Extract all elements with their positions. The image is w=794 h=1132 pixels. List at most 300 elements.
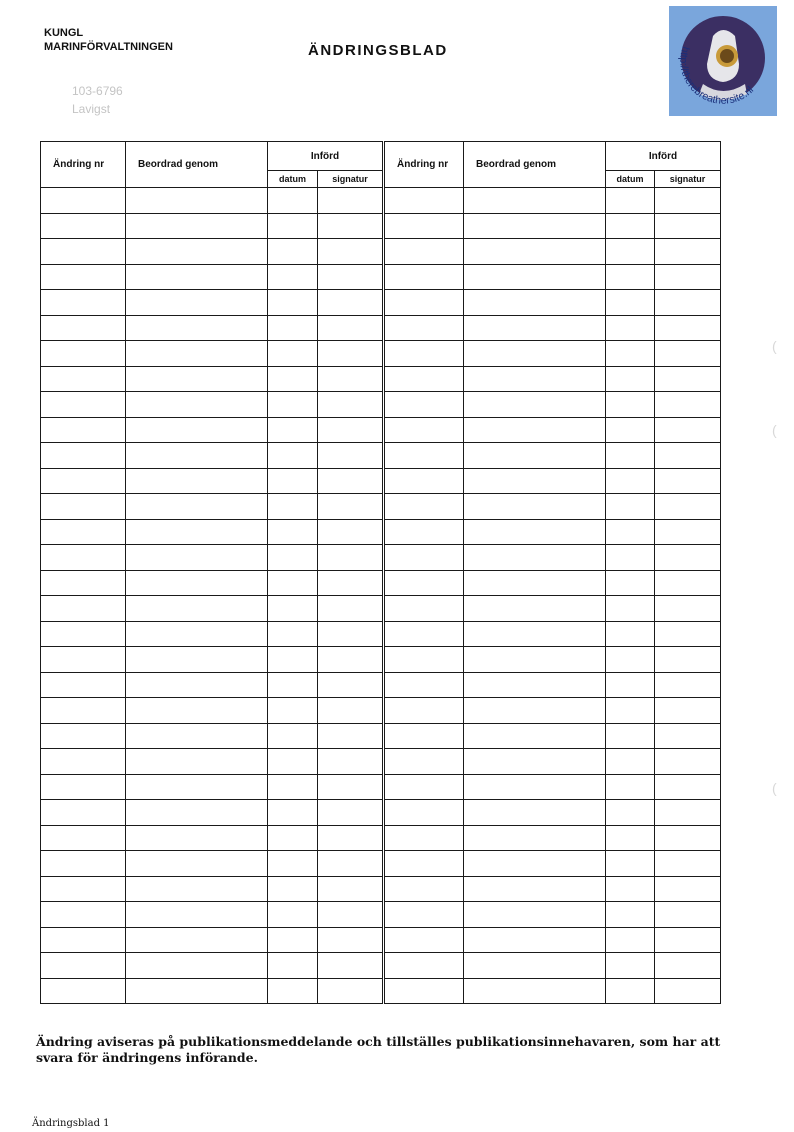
table-row [385,341,721,367]
andring-nr-cell[interactable] [41,570,126,596]
beordrad-genom-cell[interactable] [126,978,268,1004]
beordrad-genom-cell[interactable] [464,545,606,571]
datum-cell[interactable] [268,698,318,724]
andring-nr-cell[interactable] [41,851,126,877]
table-row [41,545,383,571]
signatur-cell[interactable] [655,392,721,418]
signatur-cell[interactable] [655,698,721,724]
signatur-cell[interactable] [655,341,721,367]
datum-cell[interactable] [268,723,318,749]
signatur-cell[interactable] [655,927,721,953]
beordrad-genom-cell[interactable] [464,800,606,826]
datum-cell[interactable] [268,188,318,214]
signatur-cell[interactable] [318,647,383,673]
beordrad-genom-cell[interactable] [126,621,268,647]
datum-cell[interactable] [268,672,318,698]
datum-cell[interactable] [606,519,655,545]
signatur-cell[interactable] [318,494,383,520]
beordrad-genom-cell[interactable] [126,953,268,979]
andring-nr-cell[interactable] [41,315,126,341]
andring-nr-cell[interactable] [41,672,126,698]
andring-nr-cell[interactable] [41,978,126,1004]
table-row [41,239,383,265]
beordrad-genom-cell[interactable] [126,290,268,316]
andring-nr-cell[interactable] [385,672,464,698]
datum-cell[interactable] [606,188,655,214]
signatur-cell[interactable] [318,978,383,1004]
table-row [385,672,721,698]
beordrad-genom-cell[interactable] [464,239,606,265]
andring-nr-cell[interactable] [385,443,464,469]
datum-cell[interactable] [268,749,318,775]
andring-nr-cell[interactable] [385,213,464,239]
datum-cell[interactable] [606,417,655,443]
table-row [385,392,721,418]
andring-nr-cell[interactable] [385,621,464,647]
beordrad-genom-cell[interactable] [464,825,606,851]
signatur-cell[interactable] [318,239,383,265]
andring-nr-cell[interactable] [41,545,126,571]
andring-nr-cell[interactable] [385,927,464,953]
signatur-cell[interactable] [318,825,383,851]
table-row [41,774,383,800]
andring-nr-cell[interactable] [41,264,126,290]
beordrad-genom-cell[interactable] [126,315,268,341]
datum-cell[interactable] [606,621,655,647]
andring-nr-cell[interactable] [41,723,126,749]
datum-cell[interactable] [268,978,318,1004]
datum-cell[interactable] [606,213,655,239]
signatur-cell[interactable] [318,545,383,571]
beordrad-genom-cell[interactable] [464,774,606,800]
datum-cell[interactable] [268,264,318,290]
andring-nr-cell[interactable] [41,927,126,953]
faded-stamp [72,82,123,118]
beordrad-genom-cell[interactable] [464,902,606,928]
datum-cell[interactable] [268,647,318,673]
andring-nr-cell[interactable] [41,698,126,724]
andring-nr-cell[interactable] [385,800,464,826]
datum-cell[interactable] [606,315,655,341]
beordrad-genom-cell[interactable] [126,341,268,367]
signatur-cell[interactable] [318,621,383,647]
andring-nr-cell[interactable] [41,290,126,316]
datum-cell[interactable] [268,876,318,902]
signatur-cell[interactable] [655,417,721,443]
andring-nr-cell[interactable] [385,902,464,928]
andring-nr-cell[interactable] [385,494,464,520]
table-row [41,264,383,290]
datum-cell[interactable] [268,927,318,953]
datum-cell[interactable] [268,902,318,928]
andring-nr-cell[interactable] [41,239,126,265]
signatur-cell[interactable] [318,468,383,494]
datum-cell[interactable] [268,213,318,239]
andring-nr-cell[interactable] [385,417,464,443]
datum-cell[interactable] [268,366,318,392]
beordrad-genom-cell[interactable] [464,213,606,239]
table-row [41,443,383,469]
signatur-cell[interactable] [318,443,383,469]
signatur-cell[interactable] [318,927,383,953]
andring-nr-cell[interactable] [385,341,464,367]
signatur-cell[interactable] [318,876,383,902]
signatur-cell[interactable] [655,953,721,979]
andring-nr-cell[interactable] [385,647,464,673]
datum-cell[interactable] [268,417,318,443]
signatur-cell[interactable] [655,366,721,392]
beordrad-genom-cell[interactable] [464,392,606,418]
andring-nr-cell[interactable] [41,188,126,214]
datum-cell[interactable] [268,443,318,469]
datum-cell[interactable] [268,800,318,826]
andring-nr-cell[interactable] [41,468,126,494]
table-row [41,825,383,851]
beordrad-genom-cell[interactable] [126,239,268,265]
beordrad-genom-cell[interactable] [464,315,606,341]
beordrad-genom-cell[interactable] [126,392,268,418]
signatur-cell[interactable] [318,264,383,290]
beordrad-genom-cell[interactable] [464,366,606,392]
beordrad-genom-cell[interactable] [126,417,268,443]
table-row [41,519,383,545]
andring-nr-cell[interactable] [385,315,464,341]
beordrad-genom-cell[interactable] [126,800,268,826]
andring-nr-cell[interactable] [385,876,464,902]
signatur-cell[interactable] [655,188,721,214]
datum-cell[interactable] [268,290,318,316]
table-row [41,800,383,826]
signatur-cell[interactable] [655,621,721,647]
datum-cell[interactable] [606,545,655,571]
beordrad-genom-cell[interactable] [464,953,606,979]
beordrad-genom-cell[interactable] [464,927,606,953]
andring-nr-cell[interactable] [385,188,464,214]
datum-cell[interactable] [606,749,655,775]
datum-cell[interactable] [606,698,655,724]
andring-nr-cell[interactable] [385,570,464,596]
datum-cell[interactable] [606,341,655,367]
datum-cell[interactable] [268,851,318,877]
datum-cell[interactable] [268,545,318,571]
beordrad-genom-cell[interactable] [464,851,606,877]
signatur-cell[interactable] [318,902,383,928]
table-row [41,621,383,647]
datum-cell[interactable] [268,570,318,596]
andring-nr-cell[interactable] [385,596,464,622]
andring-nr-cell[interactable] [41,519,126,545]
beordrad-genom-cell[interactable] [126,264,268,290]
col-beordrad-genom: Beordrad genom [464,142,606,188]
signatur-cell[interactable] [655,596,721,622]
punch-hole-mark: ( [772,780,777,796]
beordrad-genom-cell[interactable] [464,698,606,724]
beordrad-genom-cell[interactable] [126,366,268,392]
datum-cell[interactable] [606,902,655,928]
signatur-cell[interactable] [318,366,383,392]
datum-cell[interactable] [606,927,655,953]
col-inford: Införd [606,142,721,171]
datum-cell[interactable] [268,596,318,622]
table-row [385,519,721,545]
beordrad-genom-cell[interactable] [464,978,606,1004]
beordrad-genom-cell[interactable] [126,468,268,494]
beordrad-genom-cell[interactable] [126,647,268,673]
beordrad-genom-cell[interactable] [464,570,606,596]
beordrad-genom-cell[interactable] [464,876,606,902]
andring-nr-cell[interactable] [385,978,464,1004]
datum-cell[interactable] [606,264,655,290]
punch-hole-mark: ( [772,338,777,354]
signatur-cell[interactable] [655,723,721,749]
andring-nr-cell[interactable] [385,698,464,724]
datum-cell[interactable] [268,341,318,367]
datum-cell[interactable] [606,366,655,392]
signatur-cell[interactable] [655,468,721,494]
changes-table-right [384,141,721,1004]
signatur-cell[interactable] [318,213,383,239]
datum-cell[interactable] [268,519,318,545]
beordrad-genom-cell[interactable] [126,723,268,749]
beordrad-genom-cell[interactable] [126,774,268,800]
signatur-cell[interactable] [655,902,721,928]
datum-cell[interactable] [606,647,655,673]
datum-cell[interactable] [606,774,655,800]
beordrad-genom-cell[interactable] [126,672,268,698]
datum-cell[interactable] [606,953,655,979]
table-row [385,876,721,902]
datum-cell[interactable] [606,876,655,902]
beordrad-genom-cell[interactable] [126,519,268,545]
table-row [41,213,383,239]
signatur-cell[interactable] [655,545,721,571]
beordrad-genom-cell[interactable] [464,672,606,698]
datum-cell[interactable] [268,315,318,341]
datum-cell[interactable] [606,596,655,622]
table-row [41,978,383,1004]
signatur-cell[interactable] [318,341,383,367]
andring-nr-cell[interactable] [41,621,126,647]
col-inford: Införd [268,142,383,171]
beordrad-genom-cell[interactable] [464,417,606,443]
beordrad-genom-cell[interactable] [126,188,268,214]
signatur-cell[interactable] [655,800,721,826]
signatur-cell[interactable] [655,774,721,800]
signatur-cell[interactable] [318,570,383,596]
col-datum: datum [606,171,655,188]
andring-nr-cell[interactable] [41,647,126,673]
signatur-cell[interactable] [655,213,721,239]
andring-nr-cell[interactable] [41,417,126,443]
datum-cell[interactable] [606,290,655,316]
andring-nr-cell[interactable] [385,749,464,775]
signatur-cell[interactable] [655,519,721,545]
beordrad-genom-cell[interactable] [464,468,606,494]
table-row [41,366,383,392]
rebreather-site-logo[interactable] [669,6,777,116]
andring-nr-cell[interactable] [41,800,126,826]
andring-nr-cell[interactable] [41,596,126,622]
datum-cell[interactable] [606,443,655,469]
signatur-cell[interactable] [655,825,721,851]
beordrad-genom-cell[interactable] [464,443,606,469]
datum-cell[interactable] [268,953,318,979]
punch-hole-mark: ( [772,422,777,438]
table-row [41,672,383,698]
datum-cell[interactable] [268,825,318,851]
beordrad-genom-cell[interactable] [126,213,268,239]
datum-cell[interactable] [606,570,655,596]
datum-cell[interactable] [606,392,655,418]
signatur-cell[interactable] [318,417,383,443]
beordrad-genom-cell[interactable] [464,341,606,367]
signatur-cell[interactable] [655,494,721,520]
signatur-cell[interactable] [655,570,721,596]
datum-cell[interactable] [606,723,655,749]
beordrad-genom-cell[interactable] [464,596,606,622]
datum-cell[interactable] [606,239,655,265]
signatur-cell[interactable] [655,749,721,775]
andring-nr-cell[interactable] [385,239,464,265]
andring-nr-cell[interactable] [41,749,126,775]
andring-nr-cell[interactable] [41,213,126,239]
beordrad-genom-cell[interactable] [464,749,606,775]
datum-cell[interactable] [606,672,655,698]
signatur-cell[interactable] [655,876,721,902]
beordrad-genom-cell[interactable] [126,851,268,877]
andring-nr-cell[interactable] [41,774,126,800]
beordrad-genom-cell[interactable] [126,698,268,724]
andring-nr-cell[interactable] [41,825,126,851]
andring-nr-cell[interactable] [41,341,126,367]
signatur-cell[interactable] [655,851,721,877]
signatur-cell[interactable] [318,851,383,877]
table-row [41,927,383,953]
andring-nr-cell[interactable] [385,366,464,392]
beordrad-genom-cell[interactable] [126,494,268,520]
beordrad-genom-cell[interactable] [464,290,606,316]
signatur-cell[interactable] [318,519,383,545]
signatur-cell[interactable] [318,596,383,622]
datum-cell[interactable] [606,825,655,851]
table-row [41,876,383,902]
andring-nr-cell[interactable] [41,953,126,979]
table-row [41,902,383,928]
beordrad-genom-cell[interactable] [126,825,268,851]
andring-nr-cell[interactable] [41,902,126,928]
signatur-cell[interactable] [318,953,383,979]
datum-cell[interactable] [268,392,318,418]
signatur-cell[interactable] [655,672,721,698]
andring-nr-cell[interactable] [385,774,464,800]
col-signatur: signatur [318,171,383,188]
andring-nr-cell[interactable] [41,366,126,392]
andring-nr-cell[interactable] [385,519,464,545]
datum-cell[interactable] [606,978,655,1004]
datum-cell[interactable] [606,468,655,494]
andring-nr-cell[interactable] [385,825,464,851]
beordrad-genom-cell[interactable] [126,927,268,953]
andring-nr-cell[interactable] [385,851,464,877]
signatur-cell[interactable] [318,800,383,826]
andring-nr-cell[interactable] [41,494,126,520]
signatur-cell[interactable] [655,978,721,1004]
table-row [385,647,721,673]
beordrad-genom-cell[interactable] [464,647,606,673]
datum-cell[interactable] [606,851,655,877]
andring-nr-cell[interactable] [385,953,464,979]
signatur-cell[interactable] [318,290,383,316]
andring-nr-cell[interactable] [385,392,464,418]
andring-nr-cell[interactable] [385,264,464,290]
table-row [385,749,721,775]
signatur-cell[interactable] [318,774,383,800]
andring-nr-cell[interactable] [385,290,464,316]
datum-cell[interactable] [606,494,655,520]
table-row [385,723,721,749]
signatur-cell[interactable] [318,749,383,775]
table-row [385,621,721,647]
table-row [385,953,721,979]
signatur-cell[interactable] [318,315,383,341]
datum-cell[interactable] [268,494,318,520]
beordrad-genom-cell[interactable] [126,596,268,622]
signatur-cell[interactable] [655,315,721,341]
beordrad-genom-cell[interactable] [464,264,606,290]
signatur-cell[interactable] [655,264,721,290]
beordrad-genom-cell[interactable] [464,188,606,214]
datum-cell[interactable] [268,621,318,647]
table-row [385,315,721,341]
beordrad-genom-cell[interactable] [126,902,268,928]
signatur-cell[interactable] [655,239,721,265]
signatur-cell[interactable] [318,672,383,698]
signatur-cell[interactable] [318,392,383,418]
signatur-cell[interactable] [318,698,383,724]
beordrad-genom-cell[interactable] [126,545,268,571]
signatur-cell[interactable] [318,723,383,749]
table-row [385,800,721,826]
andring-nr-cell[interactable] [385,723,464,749]
beordrad-genom-cell[interactable] [464,494,606,520]
signatur-cell[interactable] [655,290,721,316]
col-andring-nr: Ändring nr [41,142,126,188]
beordrad-genom-cell[interactable] [464,621,606,647]
datum-cell[interactable] [268,774,318,800]
beordrad-genom-cell[interactable] [126,570,268,596]
andring-nr-cell[interactable] [41,443,126,469]
datum-cell[interactable] [268,239,318,265]
andring-nr-cell[interactable] [41,876,126,902]
beordrad-genom-cell[interactable] [464,723,606,749]
andring-nr-cell[interactable] [41,392,126,418]
signatur-cell[interactable] [318,188,383,214]
signatur-cell[interactable] [655,647,721,673]
andring-nr-cell[interactable] [385,468,464,494]
table-row [385,264,721,290]
beordrad-genom-cell[interactable] [126,876,268,902]
beordrad-genom-cell[interactable] [126,749,268,775]
datum-cell[interactable] [606,800,655,826]
form-identifier: Ändringsblad 1 [32,1118,110,1129]
instruction-note: Ändring aviseras på publikationsmeddelande och tillställes publikationsinnehavaren, som har att svara för ändringens införande. [36,1034,721,1065]
andring-nr-cell[interactable] [385,545,464,571]
datum-cell[interactable] [268,468,318,494]
beordrad-genom-cell[interactable] [126,443,268,469]
signatur-cell[interactable] [655,443,721,469]
beordrad-genom-cell[interactable] [464,519,606,545]
table-row [41,570,383,596]
